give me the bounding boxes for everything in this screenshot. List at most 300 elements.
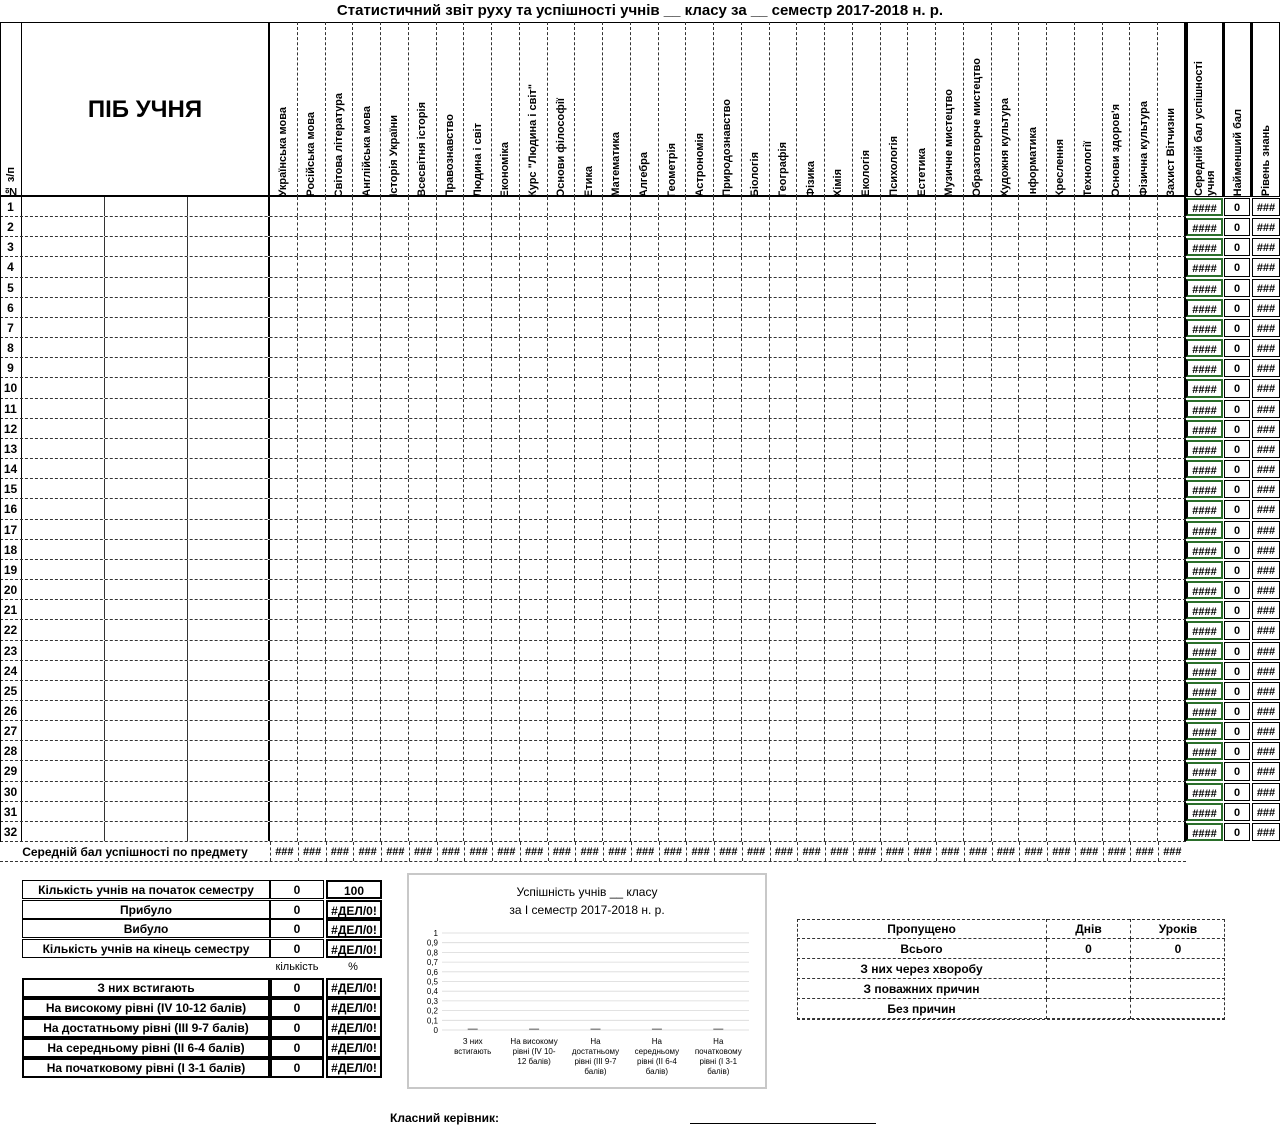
grade-cell[interactable] bbox=[603, 378, 631, 397]
student-name-cell[interactable] bbox=[105, 620, 188, 639]
grade-cell[interactable] bbox=[548, 620, 576, 639]
grade-cell[interactable] bbox=[409, 237, 437, 256]
grade-cell[interactable] bbox=[825, 479, 853, 498]
grade-cell[interactable] bbox=[353, 600, 381, 619]
grade-cell[interactable] bbox=[964, 399, 992, 418]
grade-cell[interactable] bbox=[659, 681, 687, 700]
grade-cell[interactable] bbox=[659, 782, 687, 801]
grade-cell[interactable] bbox=[825, 782, 853, 801]
grade-cell[interactable] bbox=[964, 741, 992, 760]
grade-cell[interactable] bbox=[1158, 701, 1186, 720]
grade-cell[interactable] bbox=[575, 641, 603, 660]
grade-cell[interactable] bbox=[1047, 761, 1075, 780]
grade-cell[interactable] bbox=[631, 782, 659, 801]
grade-cell[interactable] bbox=[881, 358, 909, 377]
grade-cell[interactable] bbox=[326, 257, 354, 276]
grade-cell[interactable] bbox=[409, 540, 437, 559]
grade-cell[interactable] bbox=[464, 520, 492, 539]
grade-cell[interactable] bbox=[270, 822, 298, 841]
grade-cell[interactable] bbox=[1075, 782, 1103, 801]
grade-cell[interactable] bbox=[1075, 278, 1103, 297]
grade-cell[interactable] bbox=[381, 600, 409, 619]
grade-cell[interactable] bbox=[548, 782, 576, 801]
grade-cell[interactable] bbox=[381, 701, 409, 720]
grade-cell[interactable] bbox=[1103, 782, 1131, 801]
grade-cell[interactable] bbox=[1158, 439, 1186, 458]
missed-row-lessons[interactable] bbox=[1131, 959, 1225, 979]
grade-cell[interactable] bbox=[908, 237, 936, 256]
grade-cell[interactable] bbox=[270, 419, 298, 438]
grade-cell[interactable] bbox=[936, 479, 964, 498]
grade-cell[interactable] bbox=[492, 761, 520, 780]
grade-cell[interactable] bbox=[908, 257, 936, 276]
student-surname-cell[interactable] bbox=[22, 520, 105, 539]
grade-cell[interactable] bbox=[992, 318, 1020, 337]
grade-cell[interactable] bbox=[853, 620, 881, 639]
grade-cell[interactable] bbox=[492, 822, 520, 841]
grade-cell[interactable] bbox=[575, 257, 603, 276]
grade-cell[interactable] bbox=[797, 620, 825, 639]
grade-cell[interactable] bbox=[270, 681, 298, 700]
grade-cell[interactable] bbox=[548, 822, 576, 841]
grade-cell[interactable] bbox=[964, 257, 992, 276]
grade-cell[interactable] bbox=[464, 681, 492, 700]
grade-cell[interactable] bbox=[1130, 641, 1158, 660]
student-surname-cell[interactable] bbox=[22, 681, 105, 700]
grade-cell[interactable] bbox=[1103, 560, 1131, 579]
grade-cell[interactable] bbox=[270, 197, 298, 216]
grade-cell[interactable] bbox=[659, 318, 687, 337]
grade-cell[interactable] bbox=[437, 761, 465, 780]
grade-cell[interactable] bbox=[437, 378, 465, 397]
grade-cell[interactable] bbox=[492, 782, 520, 801]
grade-cell[interactable] bbox=[298, 439, 326, 458]
grade-cell[interactable] bbox=[881, 761, 909, 780]
grade-cell[interactable] bbox=[825, 338, 853, 357]
grade-cell[interactable] bbox=[492, 459, 520, 478]
grade-cell[interactable] bbox=[936, 378, 964, 397]
grade-cell[interactable] bbox=[409, 479, 437, 498]
student-patronymic-cell[interactable] bbox=[188, 822, 270, 841]
grade-cell[interactable] bbox=[409, 439, 437, 458]
grade-cell[interactable] bbox=[659, 358, 687, 377]
grade-cell[interactable] bbox=[659, 661, 687, 680]
grade-cell[interactable] bbox=[686, 822, 714, 841]
grade-cell[interactable] bbox=[908, 641, 936, 660]
grade-cell[interactable] bbox=[964, 661, 992, 680]
grade-cell[interactable] bbox=[631, 338, 659, 357]
grade-cell[interactable] bbox=[797, 802, 825, 821]
grade-cell[interactable] bbox=[1075, 197, 1103, 216]
grade-cell[interactable] bbox=[575, 318, 603, 337]
grade-cell[interactable] bbox=[797, 338, 825, 357]
grade-cell[interactable] bbox=[742, 419, 770, 438]
grade-cell[interactable] bbox=[464, 439, 492, 458]
grade-cell[interactable] bbox=[1019, 661, 1047, 680]
grade-cell[interactable] bbox=[881, 520, 909, 539]
grade-cell[interactable] bbox=[770, 237, 798, 256]
grade-cell[interactable] bbox=[770, 580, 798, 599]
grade-cell[interactable] bbox=[1047, 580, 1075, 599]
grade-cell[interactable] bbox=[742, 681, 770, 700]
grade-cell[interactable] bbox=[1047, 419, 1075, 438]
grade-cell[interactable] bbox=[742, 439, 770, 458]
grade-cell[interactable] bbox=[936, 399, 964, 418]
grade-cell[interactable] bbox=[548, 257, 576, 276]
grade-cell[interactable] bbox=[908, 459, 936, 478]
grade-cell[interactable] bbox=[409, 580, 437, 599]
grade-cell[interactable] bbox=[1047, 358, 1075, 377]
grade-cell[interactable] bbox=[825, 399, 853, 418]
grade-cell[interactable] bbox=[770, 822, 798, 841]
student-surname-cell[interactable] bbox=[22, 600, 105, 619]
grade-cell[interactable] bbox=[908, 721, 936, 740]
grade-cell[interactable] bbox=[548, 459, 576, 478]
grade-cell[interactable] bbox=[797, 520, 825, 539]
grade-cell[interactable] bbox=[603, 560, 631, 579]
grade-cell[interactable] bbox=[631, 459, 659, 478]
grade-cell[interactable] bbox=[548, 741, 576, 760]
grade-cell[interactable] bbox=[353, 237, 381, 256]
grade-cell[interactable] bbox=[659, 741, 687, 760]
student-patronymic-cell[interactable] bbox=[188, 560, 270, 579]
grade-cell[interactable] bbox=[409, 520, 437, 539]
grade-cell[interactable] bbox=[1047, 600, 1075, 619]
grade-cell[interactable] bbox=[686, 580, 714, 599]
grade-cell[interactable] bbox=[714, 237, 742, 256]
grade-cell[interactable] bbox=[992, 378, 1020, 397]
grade-cell[interactable] bbox=[492, 701, 520, 720]
grade-cell[interactable] bbox=[992, 520, 1020, 539]
grade-cell[interactable] bbox=[603, 681, 631, 700]
grade-cell[interactable] bbox=[1130, 822, 1158, 841]
grade-cell[interactable] bbox=[714, 620, 742, 639]
grade-cell[interactable] bbox=[797, 419, 825, 438]
grade-cell[interactable] bbox=[520, 298, 548, 317]
grade-cell[interactable] bbox=[714, 298, 742, 317]
grade-cell[interactable] bbox=[881, 459, 909, 478]
grade-cell[interactable] bbox=[631, 520, 659, 539]
grade-cell[interactable] bbox=[714, 217, 742, 236]
grade-cell[interactable] bbox=[464, 499, 492, 518]
grade-cell[interactable] bbox=[603, 459, 631, 478]
grade-cell[interactable] bbox=[714, 439, 742, 458]
student-patronymic-cell[interactable] bbox=[188, 338, 270, 357]
grade-cell[interactable] bbox=[437, 318, 465, 337]
grade-cell[interactable] bbox=[1019, 479, 1047, 498]
grade-cell[interactable] bbox=[881, 641, 909, 660]
grade-cell[interactable] bbox=[1047, 479, 1075, 498]
grade-cell[interactable] bbox=[409, 318, 437, 337]
grade-cell[interactable] bbox=[908, 399, 936, 418]
grade-cell[interactable] bbox=[603, 278, 631, 297]
grade-cell[interactable] bbox=[1047, 681, 1075, 700]
grade-cell[interactable] bbox=[742, 278, 770, 297]
student-name-cell[interactable] bbox=[105, 358, 188, 377]
grade-cell[interactable] bbox=[686, 741, 714, 760]
grade-cell[interactable] bbox=[1158, 358, 1186, 377]
grade-cell[interactable] bbox=[464, 600, 492, 619]
grade-cell[interactable] bbox=[1019, 217, 1047, 236]
student-surname-cell[interactable] bbox=[22, 298, 105, 317]
student-patronymic-cell[interactable] bbox=[188, 600, 270, 619]
grade-cell[interactable] bbox=[409, 499, 437, 518]
grade-cell[interactable] bbox=[1075, 721, 1103, 740]
grade-cell[interactable] bbox=[464, 338, 492, 357]
grade-cell[interactable] bbox=[492, 802, 520, 821]
grade-cell[interactable] bbox=[409, 802, 437, 821]
grade-cell[interactable] bbox=[1103, 399, 1131, 418]
grade-cell[interactable] bbox=[714, 782, 742, 801]
grade-cell[interactable] bbox=[992, 741, 1020, 760]
grade-cell[interactable] bbox=[631, 439, 659, 458]
grade-cell[interactable] bbox=[797, 560, 825, 579]
grade-cell[interactable] bbox=[881, 278, 909, 297]
grade-cell[interactable] bbox=[409, 600, 437, 619]
grade-cell[interactable] bbox=[520, 217, 548, 236]
grade-cell[interactable] bbox=[686, 761, 714, 780]
grade-cell[interactable] bbox=[1075, 499, 1103, 518]
grade-cell[interactable] bbox=[853, 439, 881, 458]
grade-cell[interactable] bbox=[575, 459, 603, 478]
grade-cell[interactable] bbox=[770, 499, 798, 518]
grade-cell[interactable] bbox=[298, 761, 326, 780]
grade-cell[interactable] bbox=[298, 358, 326, 377]
grade-cell[interactable] bbox=[631, 197, 659, 216]
grade-cell[interactable] bbox=[1130, 459, 1158, 478]
grade-cell[interactable] bbox=[825, 217, 853, 236]
grade-cell[interactable] bbox=[659, 217, 687, 236]
grade-cell[interactable] bbox=[686, 499, 714, 518]
grade-cell[interactable] bbox=[1158, 318, 1186, 337]
grade-cell[interactable] bbox=[825, 560, 853, 579]
grade-cell[interactable] bbox=[409, 217, 437, 236]
grade-cell[interactable] bbox=[1047, 822, 1075, 841]
grade-cell[interactable] bbox=[1130, 560, 1158, 579]
grade-cell[interactable] bbox=[853, 237, 881, 256]
grade-cell[interactable] bbox=[659, 520, 687, 539]
student-patronymic-cell[interactable] bbox=[188, 197, 270, 216]
grade-cell[interactable] bbox=[1047, 620, 1075, 639]
grade-cell[interactable] bbox=[409, 822, 437, 841]
grade-cell[interactable] bbox=[326, 661, 354, 680]
grade-cell[interactable] bbox=[603, 439, 631, 458]
grade-cell[interactable] bbox=[353, 257, 381, 276]
grade-cell[interactable] bbox=[1075, 540, 1103, 559]
grade-cell[interactable] bbox=[1019, 641, 1047, 660]
grade-cell[interactable] bbox=[714, 257, 742, 276]
grade-cell[interactable] bbox=[409, 620, 437, 639]
grade-cell[interactable] bbox=[1103, 600, 1131, 619]
grade-cell[interactable] bbox=[1103, 721, 1131, 740]
grade-cell[interactable] bbox=[1019, 237, 1047, 256]
grade-cell[interactable] bbox=[520, 378, 548, 397]
grade-cell[interactable] bbox=[686, 560, 714, 579]
grade-cell[interactable] bbox=[797, 197, 825, 216]
grade-cell[interactable] bbox=[381, 318, 409, 337]
grade-cell[interactable] bbox=[603, 520, 631, 539]
grade-cell[interactable] bbox=[381, 641, 409, 660]
grade-cell[interactable] bbox=[1019, 197, 1047, 216]
student-patronymic-cell[interactable] bbox=[188, 419, 270, 438]
grade-cell[interactable] bbox=[381, 499, 409, 518]
grade-cell[interactable] bbox=[659, 620, 687, 639]
student-patronymic-cell[interactable] bbox=[188, 782, 270, 801]
grade-cell[interactable] bbox=[936, 822, 964, 841]
grade-cell[interactable] bbox=[1103, 620, 1131, 639]
grade-cell[interactable] bbox=[326, 278, 354, 297]
student-name-cell[interactable] bbox=[105, 600, 188, 619]
grade-cell[interactable] bbox=[714, 459, 742, 478]
grade-cell[interactable] bbox=[353, 741, 381, 760]
grade-cell[interactable] bbox=[1075, 822, 1103, 841]
grade-cell[interactable] bbox=[659, 701, 687, 720]
grade-cell[interactable] bbox=[270, 479, 298, 498]
grade-cell[interactable] bbox=[881, 318, 909, 337]
student-patronymic-cell[interactable] bbox=[188, 499, 270, 518]
grade-cell[interactable] bbox=[742, 298, 770, 317]
grade-cell[interactable] bbox=[964, 237, 992, 256]
grade-cell[interactable] bbox=[659, 499, 687, 518]
grade-cell[interactable] bbox=[853, 701, 881, 720]
grade-cell[interactable] bbox=[797, 580, 825, 599]
grade-cell[interactable] bbox=[742, 620, 770, 639]
grade-cell[interactable] bbox=[825, 701, 853, 720]
grade-cell[interactable] bbox=[1103, 197, 1131, 216]
grade-cell[interactable] bbox=[492, 600, 520, 619]
grade-cell[interactable] bbox=[548, 580, 576, 599]
grade-cell[interactable] bbox=[1158, 782, 1186, 801]
grade-cell[interactable] bbox=[992, 540, 1020, 559]
grade-cell[interactable] bbox=[298, 580, 326, 599]
grade-cell[interactable] bbox=[353, 661, 381, 680]
grade-cell[interactable] bbox=[770, 439, 798, 458]
grade-cell[interactable] bbox=[575, 358, 603, 377]
grade-cell[interactable] bbox=[492, 580, 520, 599]
grade-cell[interactable] bbox=[437, 419, 465, 438]
grade-cell[interactable] bbox=[298, 338, 326, 357]
grade-cell[interactable] bbox=[548, 802, 576, 821]
student-surname-cell[interactable] bbox=[22, 479, 105, 498]
grade-cell[interactable] bbox=[770, 681, 798, 700]
grade-cell[interactable] bbox=[520, 439, 548, 458]
grade-cell[interactable] bbox=[1130, 257, 1158, 276]
grade-cell[interactable] bbox=[825, 721, 853, 740]
grade-cell[interactable] bbox=[797, 822, 825, 841]
grade-cell[interactable] bbox=[964, 479, 992, 498]
grade-cell[interactable] bbox=[548, 298, 576, 317]
grade-cell[interactable] bbox=[464, 540, 492, 559]
student-name-cell[interactable] bbox=[105, 641, 188, 660]
grade-cell[interactable] bbox=[992, 641, 1020, 660]
missed-row-lessons[interactable] bbox=[1131, 979, 1225, 999]
student-name-cell[interactable] bbox=[105, 540, 188, 559]
grade-cell[interactable] bbox=[714, 681, 742, 700]
grade-cell[interactable] bbox=[936, 580, 964, 599]
grade-cell[interactable] bbox=[631, 661, 659, 680]
grade-cell[interactable] bbox=[492, 197, 520, 216]
grade-cell[interactable] bbox=[575, 701, 603, 720]
grade-cell[interactable] bbox=[381, 358, 409, 377]
grade-cell[interactable] bbox=[353, 822, 381, 841]
grade-cell[interactable] bbox=[1075, 620, 1103, 639]
grade-cell[interactable] bbox=[1158, 217, 1186, 236]
grade-cell[interactable] bbox=[1019, 358, 1047, 377]
grade-cell[interactable] bbox=[1130, 439, 1158, 458]
grade-cell[interactable] bbox=[270, 338, 298, 357]
grade-cell[interactable] bbox=[548, 721, 576, 740]
grade-cell[interactable] bbox=[1130, 318, 1158, 337]
grade-cell[interactable] bbox=[1103, 641, 1131, 660]
grade-cell[interactable] bbox=[1130, 681, 1158, 700]
grade-cell[interactable] bbox=[853, 721, 881, 740]
student-patronymic-cell[interactable] bbox=[188, 580, 270, 599]
grade-cell[interactable] bbox=[825, 459, 853, 478]
missed-row-days[interactable] bbox=[1047, 959, 1131, 979]
grade-cell[interactable] bbox=[326, 459, 354, 478]
grade-cell[interactable] bbox=[1130, 802, 1158, 821]
grade-cell[interactable] bbox=[548, 540, 576, 559]
grade-cell[interactable] bbox=[770, 721, 798, 740]
grade-cell[interactable] bbox=[353, 761, 381, 780]
student-name-cell[interactable] bbox=[105, 378, 188, 397]
grade-cell[interactable] bbox=[659, 600, 687, 619]
grade-cell[interactable] bbox=[881, 540, 909, 559]
grade-cell[interactable] bbox=[575, 237, 603, 256]
grade-cell[interactable] bbox=[1075, 439, 1103, 458]
grade-cell[interactable] bbox=[575, 419, 603, 438]
grade-cell[interactable] bbox=[548, 499, 576, 518]
grade-cell[interactable] bbox=[770, 257, 798, 276]
grade-cell[interactable] bbox=[1103, 701, 1131, 720]
grade-cell[interactable] bbox=[603, 197, 631, 216]
grade-cell[interactable] bbox=[353, 278, 381, 297]
grade-cell[interactable] bbox=[409, 338, 437, 357]
grade-cell[interactable] bbox=[437, 681, 465, 700]
grade-cell[interactable] bbox=[686, 459, 714, 478]
grade-cell[interactable] bbox=[908, 580, 936, 599]
grade-cell[interactable] bbox=[1158, 822, 1186, 841]
grade-cell[interactable] bbox=[908, 419, 936, 438]
grade-cell[interactable] bbox=[881, 741, 909, 760]
student-patronymic-cell[interactable] bbox=[188, 641, 270, 660]
grade-cell[interactable] bbox=[270, 580, 298, 599]
student-surname-cell[interactable] bbox=[22, 318, 105, 337]
grade-cell[interactable] bbox=[686, 540, 714, 559]
missed-row-days[interactable] bbox=[1047, 999, 1131, 1019]
grade-cell[interactable] bbox=[603, 661, 631, 680]
student-patronymic-cell[interactable] bbox=[188, 721, 270, 740]
grade-cell[interactable] bbox=[353, 701, 381, 720]
grade-cell[interactable] bbox=[548, 399, 576, 418]
grade-cell[interactable] bbox=[631, 701, 659, 720]
student-name-cell[interactable] bbox=[105, 459, 188, 478]
grade-cell[interactable] bbox=[1103, 217, 1131, 236]
grade-cell[interactable] bbox=[964, 721, 992, 740]
grade-cell[interactable] bbox=[742, 822, 770, 841]
grade-cell[interactable] bbox=[964, 318, 992, 337]
grade-cell[interactable] bbox=[797, 721, 825, 740]
grade-cell[interactable] bbox=[853, 338, 881, 357]
grade-cell[interactable] bbox=[1103, 237, 1131, 256]
grade-cell[interactable] bbox=[881, 338, 909, 357]
grade-cell[interactable] bbox=[659, 580, 687, 599]
grade-cell[interactable] bbox=[853, 540, 881, 559]
grade-cell[interactable] bbox=[686, 620, 714, 639]
grade-cell[interactable] bbox=[298, 217, 326, 236]
grade-cell[interactable] bbox=[1103, 681, 1131, 700]
grade-cell[interactable] bbox=[853, 257, 881, 276]
